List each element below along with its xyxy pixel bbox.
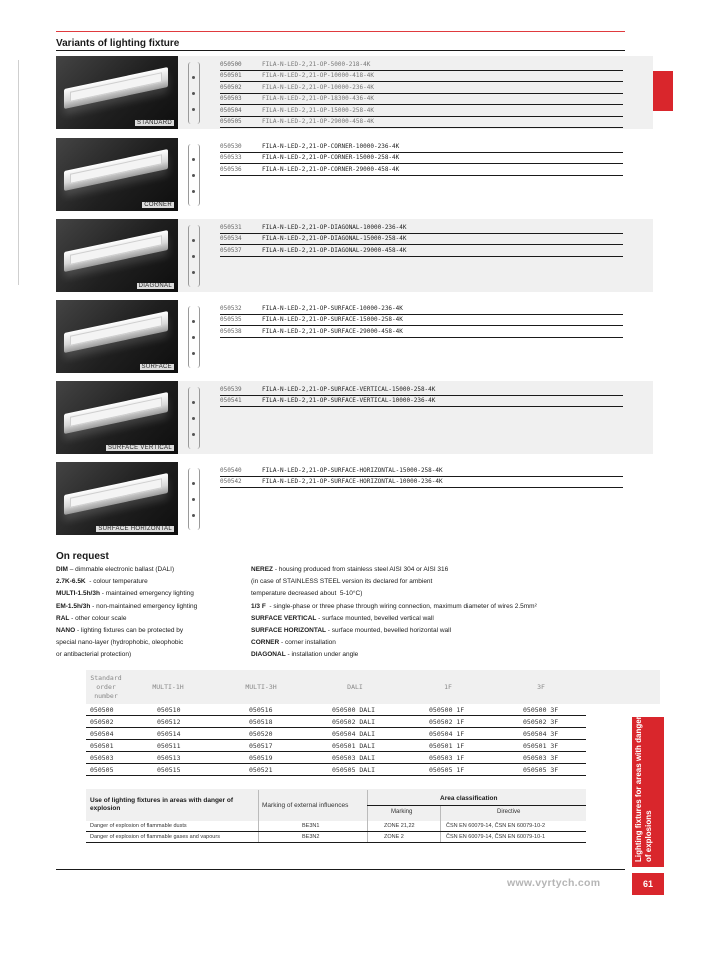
table-cell: 050520 xyxy=(249,730,273,738)
product-row xyxy=(220,117,623,129)
on-request-text: – dimmable electronic ballast (DALI) xyxy=(67,566,175,573)
fixture-diffuser xyxy=(70,478,162,508)
on-request-key: MULTI-1.5h/3h xyxy=(56,590,100,598)
fixture-diffuser xyxy=(70,72,162,102)
hazard-cell-external: BE3N2 xyxy=(302,834,320,840)
fixture-photo xyxy=(56,462,178,535)
on-request-text: - lighting fixtures can be protected by xyxy=(75,627,184,635)
on-request-text: - surface mounted, bevelled vertical wall xyxy=(316,614,434,622)
product-name: FILA-N-LED-2,21-OP-CORNER-15000-258-4K xyxy=(262,154,400,162)
table-row xyxy=(86,716,586,728)
on-request-text: - maintained emergency lighting xyxy=(99,590,194,598)
fixture-photo xyxy=(56,138,178,211)
mount-point xyxy=(192,320,195,323)
on-request-line xyxy=(251,588,641,600)
hazard-cell-directive: ČSN EN 60079-14, ČSN EN 60079-10-2 xyxy=(446,823,546,829)
hazard-cell-desc: Danger of explosion of flammable gases and vapours xyxy=(90,834,220,840)
side-view-diagram xyxy=(188,306,200,368)
table-cell: 050503 3F xyxy=(523,754,559,762)
fixture-lamp-shape xyxy=(64,311,168,353)
product-code: 050532 xyxy=(220,304,242,312)
fixture-photo xyxy=(56,300,178,373)
table-row xyxy=(86,728,586,740)
variant-product-list xyxy=(220,384,623,407)
product-row xyxy=(220,71,623,83)
hazard-table-external-header: Marking of external influences xyxy=(262,802,349,809)
on-request-key: NANO xyxy=(56,627,76,635)
on-request-key: RAL xyxy=(56,614,70,622)
table-cell: 050503 xyxy=(90,754,114,762)
product-code: 050500 xyxy=(220,60,242,68)
mount-point xyxy=(192,174,195,177)
side-view-diagram xyxy=(188,62,200,124)
fixture-lamp-shape xyxy=(64,67,168,109)
on-request-text: or antibacterial protection) xyxy=(56,651,132,659)
hazard-cell-directive: ČSN EN 60079-14, ČSN EN 60079-10-1 xyxy=(446,834,546,840)
product-code: 050541 xyxy=(220,397,242,405)
product-row xyxy=(220,105,623,117)
mount-point xyxy=(192,158,195,161)
variant-block xyxy=(56,381,653,454)
hazard-table-directive-header: Directive xyxy=(497,809,521,815)
order-table-header-cell: 1F xyxy=(444,683,452,691)
title-rule xyxy=(56,50,625,51)
product-row xyxy=(220,477,623,489)
table-cell: 050501 xyxy=(90,742,114,750)
product-name: FILA-N-LED-2,21-OP-SURFACE-VERTICAL-15000-258-4K xyxy=(262,385,436,393)
product-name: FILA-N-LED-2,21-OP-DIAGONAL-10000-236-4K xyxy=(262,223,407,231)
table-cell: 050500 3F xyxy=(523,706,559,714)
product-row xyxy=(220,315,623,327)
variant-label: SURFACE xyxy=(141,364,172,370)
table-cell: 050514 xyxy=(157,730,181,738)
table-cell: 050504 3F xyxy=(523,730,559,738)
on-request-line xyxy=(251,601,641,613)
product-code: 050533 xyxy=(220,154,242,162)
product-name: FILA-N-LED-2,21-OP-18300-436-4K xyxy=(262,95,374,103)
fixture-lamp-shape xyxy=(64,149,168,191)
hazard-table-title: Use of lighting fixtures in areas with danger of explosion xyxy=(90,797,234,812)
side-view-diagram xyxy=(188,387,200,449)
fixture-photo xyxy=(56,381,178,454)
variant-product-list xyxy=(220,303,623,338)
product-code: 050536 xyxy=(220,165,242,173)
mount-point xyxy=(192,482,195,485)
product-code: 050504 xyxy=(220,106,242,114)
mount-point xyxy=(192,498,195,501)
variant-product-list xyxy=(220,141,623,176)
on-request-key: EM-1.5h/3h xyxy=(56,602,91,610)
table-cell: 050513 xyxy=(157,754,181,762)
fixture-lamp-shape xyxy=(64,392,168,434)
on-request-key: SURFACE VERTICAL xyxy=(251,614,317,622)
hazard-row xyxy=(86,832,586,843)
mount-point xyxy=(192,255,195,258)
on-request-text: (in case of STAINLESS STEEL version its declared for ambient xyxy=(251,578,433,586)
product-row xyxy=(220,82,623,94)
table-cell: 050504 DALI xyxy=(332,730,376,738)
product-name: FILA-N-LED-2,21-OP-SURFACE-10000-236-4K xyxy=(262,304,403,312)
product-row xyxy=(220,384,623,396)
table-row xyxy=(86,752,586,764)
table-cell: 050501 DALI xyxy=(332,742,376,750)
product-row xyxy=(220,141,623,153)
table-cell: 050500 1F xyxy=(429,706,465,714)
on-request-text: - surface mounted, bevelled horizontal wall xyxy=(326,627,452,635)
on-request-line xyxy=(56,613,246,625)
product-name: FILA-N-LED-2,21-OP-DIAGONAL-29000-458-4K xyxy=(262,246,407,254)
variant-product-list xyxy=(220,59,623,128)
order-table-header-cell: DALI xyxy=(347,683,363,691)
on-request-key: CORNER xyxy=(251,639,280,647)
product-row xyxy=(220,245,623,257)
variant-block xyxy=(56,462,653,535)
mount-point xyxy=(192,271,195,274)
table-cell: 050511 xyxy=(157,742,181,750)
on-request-left-column xyxy=(56,564,246,662)
product-name: FILA-N-LED-2,21-OP-DIAGONAL-15000-258-4K xyxy=(262,235,407,243)
on-request-key: NEREZ xyxy=(251,566,274,573)
mount-point xyxy=(192,352,195,355)
product-name: FILA-N-LED-2,21-OP-CORNER-10000-236-4K xyxy=(262,142,400,150)
mount-point xyxy=(192,76,195,79)
on-request-key: DIM xyxy=(56,566,68,573)
mount-point xyxy=(192,417,195,420)
on-request-line xyxy=(56,601,246,613)
on-request-line xyxy=(56,564,246,576)
fixture-diffuser xyxy=(70,316,162,346)
product-name: FILA-N-LED-2,21-OP-SURFACE-HORIZONTAL-10000-236-4K xyxy=(262,478,443,486)
table-cell: 050500 DALI xyxy=(332,706,376,714)
on-request-key: 2.7K-6.5K xyxy=(56,578,86,586)
product-code: 050542 xyxy=(220,478,242,486)
table-cell: 050505 3F xyxy=(523,766,559,774)
on-request-key: 1/3 F xyxy=(251,602,266,610)
product-row xyxy=(220,396,623,408)
table-cell: 050502 1F xyxy=(429,718,465,726)
on-request-title: On request xyxy=(56,551,109,562)
on-request-key: DIAGONAL xyxy=(251,651,286,659)
product-code: 050539 xyxy=(220,385,242,393)
product-code: 050501 xyxy=(220,72,242,80)
on-request-line xyxy=(56,576,246,588)
hazard-table-subheader-rule xyxy=(367,805,586,806)
on-request-text: - colour temperature xyxy=(85,578,148,586)
order-table-header-cell: Standard order number xyxy=(90,674,122,700)
order-table-header-cell: MULTI-1H xyxy=(152,683,184,691)
table-cell: 050504 xyxy=(90,730,114,738)
fixture-photo xyxy=(56,219,178,292)
variant-label: SURFACE HORIZONTAL xyxy=(98,526,172,532)
on-request-line xyxy=(251,625,641,637)
order-table-header-cell: 3F xyxy=(537,683,545,691)
on-request-text: - installation under angle xyxy=(285,651,359,659)
on-request-line xyxy=(56,649,246,661)
website-link[interactable]: www.vyrtych.com xyxy=(507,877,601,889)
table-cell: 050505 xyxy=(90,766,114,774)
on-request-line xyxy=(251,576,641,588)
on-request-text: - single-phase or three phase through wiring connection, maximum diameter of wires 2.5mm² xyxy=(265,602,537,610)
product-code: 050503 xyxy=(220,95,242,103)
order-table-header-cell: MULTI-3H xyxy=(245,683,277,691)
hazard-cell-external: BE3N1 xyxy=(302,823,320,829)
variant-block xyxy=(56,56,653,129)
product-row xyxy=(220,234,623,246)
side-view-diagram xyxy=(188,468,200,530)
variant-label: SURFACE VERTICAL xyxy=(107,445,172,451)
hazard-table-marking-header: Marking xyxy=(391,809,413,815)
side-view-diagram xyxy=(188,225,200,287)
product-code: 050540 xyxy=(220,466,242,474)
table-cell: 050516 xyxy=(249,706,273,714)
table-cell: 050503 DALI xyxy=(332,754,376,762)
on-request-line xyxy=(56,625,246,637)
product-code: 050505 xyxy=(220,118,242,126)
product-row xyxy=(220,465,623,477)
product-row xyxy=(220,153,623,165)
product-name: FILA-N-LED-2,21-OP-SURFACE-HORIZONTAL-15000-258-4K xyxy=(262,466,443,474)
product-name: FILA-N-LED-2,21-OP-CORNER-29000-458-4K xyxy=(262,165,400,173)
variant-block xyxy=(56,300,653,373)
product-name: FILA-N-LED-2,21-OP-29000-458-4K xyxy=(262,118,374,126)
table-cell: 050512 xyxy=(157,718,181,726)
table-cell: 050502 xyxy=(90,718,114,726)
table-cell: 050519 xyxy=(249,754,273,762)
product-name: FILA-N-LED-2,21-OP-SURFACE-VERTICAL-10000-236-4K xyxy=(262,397,436,405)
variant-product-list xyxy=(220,465,623,488)
mount-point xyxy=(192,190,195,193)
mount-point xyxy=(192,239,195,242)
on-request-text: - other colour scale xyxy=(69,614,127,622)
hazard-cell-marking: ZONE 21,22 xyxy=(384,823,415,829)
table-cell: 050502 DALI xyxy=(332,718,376,726)
hazard-table-area-header: Area classification xyxy=(440,795,498,802)
table-cell: 050510 xyxy=(157,706,181,714)
hazard-cell-desc: Danger of explosion of flammable dusts xyxy=(90,823,187,829)
on-request-line xyxy=(251,613,641,625)
variant-block xyxy=(56,138,653,211)
product-name: FILA-N-LED-2,21-OP-SURFACE-29000-458-4K xyxy=(262,327,403,335)
on-request-line xyxy=(56,588,246,600)
product-code: 050530 xyxy=(220,142,242,150)
variant-label: STANDARD xyxy=(137,120,172,126)
product-name: FILA-N-LED-2,21-OP-10000-418-4K xyxy=(262,72,374,80)
mount-point xyxy=(192,401,195,404)
on-request-right-column xyxy=(251,564,641,662)
product-row xyxy=(220,303,623,315)
product-name: FILA-N-LED-2,21-OP-5000-218-4K xyxy=(262,60,371,68)
product-name: FILA-N-LED-2,21-OP-15000-258-4K xyxy=(262,106,374,114)
table-cell: 050505 DALI xyxy=(332,766,376,774)
fixture-lamp-shape xyxy=(64,473,168,515)
product-name: FILA-N-LED-2,21-OP-10000-236-4K xyxy=(262,83,374,91)
mount-point xyxy=(192,108,195,111)
variant-block xyxy=(56,219,653,292)
fixture-diffuser xyxy=(70,397,162,427)
top-accent-rule xyxy=(56,31,625,32)
mount-point xyxy=(192,336,195,339)
table-cell: 050505 1F xyxy=(429,766,465,774)
margin-line xyxy=(18,60,19,285)
variant-product-list xyxy=(220,222,623,257)
product-row xyxy=(220,222,623,234)
on-request-line xyxy=(56,637,246,649)
table-cell: 050502 3F xyxy=(523,718,559,726)
product-code: 050531 xyxy=(220,223,242,231)
product-code: 050538 xyxy=(220,327,242,335)
mount-point xyxy=(192,92,195,95)
table-cell: 050503 1F xyxy=(429,754,465,762)
table-cell: 050521 xyxy=(249,766,273,774)
table-cell: 050501 1F xyxy=(429,742,465,750)
fixture-diffuser xyxy=(70,235,162,265)
on-request-line xyxy=(251,637,641,649)
product-code: 050537 xyxy=(220,246,242,254)
hazard-row xyxy=(86,821,586,832)
variant-label: CORNER xyxy=(144,202,172,208)
product-code: 050535 xyxy=(220,316,242,324)
table-cell: 050518 xyxy=(249,718,273,726)
on-request-line xyxy=(251,649,641,661)
table-cell: 050517 xyxy=(249,742,273,750)
fixture-diffuser xyxy=(70,154,162,184)
table-row xyxy=(86,740,586,752)
on-request-text: - non-maintained emergency lighting xyxy=(90,602,198,610)
table-row xyxy=(86,764,586,776)
side-view-diagram xyxy=(188,144,200,206)
product-code: 050534 xyxy=(220,235,242,243)
table-row xyxy=(86,704,586,716)
footer-rule xyxy=(56,869,625,870)
on-request-text: - housing produced from stainless steel AISI 304 or AISI 316 xyxy=(273,566,449,573)
product-row xyxy=(220,326,623,338)
on-request-key: SURFACE HORIZONTAL xyxy=(251,627,326,635)
page-number: 61 xyxy=(632,873,664,895)
mount-point xyxy=(192,433,195,436)
side-chapter-title: Lighting fixtures for areas with danger of explosions xyxy=(634,716,653,862)
on-request-text: - corner installation xyxy=(279,639,336,647)
fixture-lamp-shape xyxy=(64,230,168,272)
on-request-line xyxy=(251,564,641,576)
on-request-text: temperature decreased about 5-10°C) xyxy=(251,590,363,598)
product-code: 050502 xyxy=(220,83,242,91)
hazard-cell-marking: ZONE 2 xyxy=(384,834,404,840)
product-row xyxy=(220,59,623,71)
variant-label: DIAGONAL xyxy=(138,283,172,289)
section-title: Variants of lighting fixture xyxy=(56,38,180,49)
table-cell: 050500 xyxy=(90,706,114,714)
on-request-text: special nano-layer (hydrophobic, oleophobic xyxy=(56,639,184,647)
mount-point xyxy=(192,514,195,517)
table-cell: 050504 1F xyxy=(429,730,465,738)
fixture-photo xyxy=(56,56,178,129)
table-cell: 050501 3F xyxy=(523,742,559,750)
product-row xyxy=(220,164,623,176)
product-row xyxy=(220,94,623,106)
table-cell: 050515 xyxy=(157,766,181,774)
product-name: FILA-N-LED-2,21-OP-SURFACE-15000-258-4K xyxy=(262,316,403,324)
